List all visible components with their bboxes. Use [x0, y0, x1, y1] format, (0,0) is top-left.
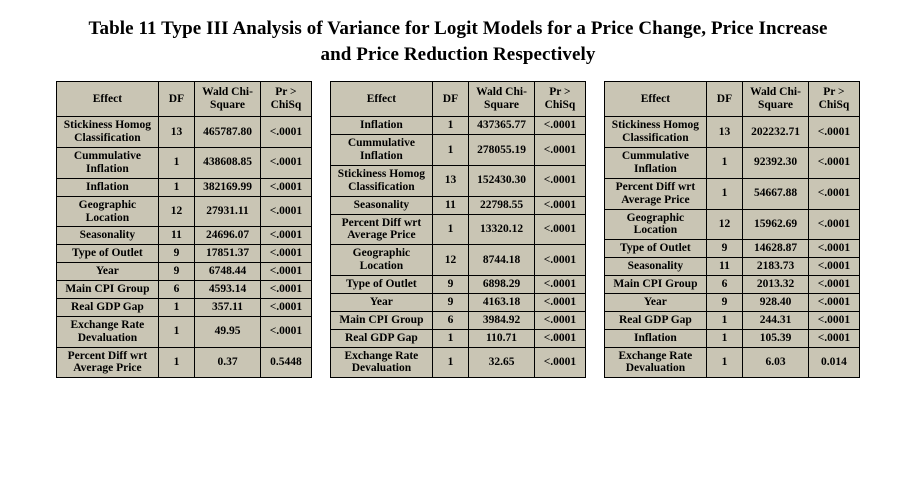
cell-pr: <.0001 — [808, 209, 859, 240]
cell-effect: Type of Outlet — [605, 240, 707, 258]
cell-df: 6 — [158, 281, 194, 299]
cell-effect: Exchange Rate Devaluation — [605, 347, 707, 378]
cell-effect: Seasonality — [605, 258, 707, 276]
table-header — [605, 82, 860, 117]
cell-chi: 105.39 — [743, 329, 809, 347]
cell-effect: Percent Diff wrt Average Price — [331, 214, 433, 245]
cell-chi: 6.03 — [743, 347, 809, 378]
cell-pr: <.0001 — [534, 347, 585, 378]
cell-df: 1 — [706, 311, 742, 329]
table-row — [57, 281, 312, 299]
cell-df: 9 — [432, 293, 468, 311]
cell-pr: <.0001 — [260, 148, 311, 179]
table-row — [605, 240, 860, 258]
cell-df: 9 — [706, 240, 742, 258]
table-row — [331, 165, 586, 196]
cell-df: 1 — [158, 148, 194, 179]
tables-container — [0, 67, 916, 378]
cell-pr: <.0001 — [534, 165, 585, 196]
table-body — [331, 117, 586, 378]
cell-pr: <.0001 — [534, 214, 585, 245]
cell-chi: 4593.14 — [195, 281, 261, 299]
cell-df: 9 — [706, 293, 742, 311]
page-title: Table 11 Type III Analysis of Variance for Logit Models for a Price Change, Price Increase and Price Reduction Respectively — [88, 18, 828, 65]
cell-chi: 14628.87 — [743, 240, 809, 258]
cell-pr: <.0001 — [534, 135, 585, 166]
cell-chi: 15962.69 — [743, 209, 809, 240]
cell-df: 1 — [158, 178, 194, 196]
cell-df: 13 — [432, 165, 468, 196]
cell-effect: Cummulative Inflation — [331, 135, 433, 166]
cell-effect: Percent Diff wrt Average Price — [57, 347, 159, 378]
cell-pr: <.0001 — [260, 263, 311, 281]
cell-df: 1 — [158, 316, 194, 347]
table-row — [605, 178, 860, 209]
header-row — [57, 82, 312, 117]
table-price-reduction — [604, 81, 860, 378]
cell-pr: <.0001 — [260, 178, 311, 196]
table-row — [605, 329, 860, 347]
cell-effect: Stickiness Homog Classification — [57, 117, 159, 148]
table-body — [605, 117, 860, 378]
table-body — [57, 117, 312, 378]
table-row — [57, 245, 312, 263]
table-price-change — [56, 81, 312, 378]
cell-pr: <.0001 — [808, 240, 859, 258]
column-header-effect: Effect — [57, 82, 159, 117]
cell-pr: <.0001 — [260, 227, 311, 245]
cell-df: 9 — [432, 276, 468, 294]
cell-pr: <.0001 — [260, 316, 311, 347]
table-row — [331, 245, 586, 276]
cell-effect: Geographic Location — [605, 209, 707, 240]
cell-df: 12 — [706, 209, 742, 240]
table-row — [331, 117, 586, 135]
cell-df: 13 — [158, 117, 194, 148]
cell-chi: 928.40 — [743, 293, 809, 311]
header-row — [331, 82, 586, 117]
table-row — [57, 196, 312, 227]
table-header — [57, 82, 312, 117]
cell-chi: 13320.12 — [469, 214, 535, 245]
cell-effect: Seasonality — [57, 227, 159, 245]
cell-effect: Real GDP Gap — [331, 329, 433, 347]
cell-chi: 2013.32 — [743, 276, 809, 294]
cell-df: 1 — [706, 347, 742, 378]
cell-effect: Exchange Rate Devaluation — [331, 347, 433, 378]
cell-pr: <.0001 — [260, 117, 311, 148]
table-row — [331, 196, 586, 214]
cell-pr: <.0001 — [260, 281, 311, 299]
cell-effect: Stickiness Homog Classification — [331, 165, 433, 196]
table-row — [331, 347, 586, 378]
cell-chi: 202232.71 — [743, 117, 809, 148]
table-row — [331, 276, 586, 294]
cell-df: 11 — [158, 227, 194, 245]
cell-pr: <.0001 — [260, 196, 311, 227]
cell-effect: Cummulative Inflation — [605, 148, 707, 179]
table-row — [57, 263, 312, 281]
cell-chi: 54667.88 — [743, 178, 809, 209]
table-row — [605, 311, 860, 329]
cell-chi: 49.95 — [195, 316, 261, 347]
table-row — [57, 347, 312, 378]
cell-pr: <.0001 — [534, 293, 585, 311]
cell-chi: 437365.77 — [469, 117, 535, 135]
table-row — [331, 293, 586, 311]
table-row — [605, 209, 860, 240]
cell-pr: 0.5448 — [260, 347, 311, 378]
column-header-pr-chisq: Pr > ChiSq — [534, 82, 585, 117]
table-row — [57, 316, 312, 347]
cell-chi: 465787.80 — [195, 117, 261, 148]
table-row — [331, 214, 586, 245]
cell-df: 1 — [432, 117, 468, 135]
column-header-df: DF — [706, 82, 742, 117]
cell-chi: 32.65 — [469, 347, 535, 378]
cell-effect: Geographic Location — [331, 245, 433, 276]
cell-effect: Main CPI Group — [331, 311, 433, 329]
cell-df: 11 — [706, 258, 742, 276]
cell-pr: <.0001 — [808, 178, 859, 209]
cell-chi: 3984.92 — [469, 311, 535, 329]
column-header-pr-chisq: Pr > ChiSq — [808, 82, 859, 117]
cell-df: 9 — [158, 263, 194, 281]
cell-chi: 244.31 — [743, 311, 809, 329]
cell-pr: <.0001 — [808, 311, 859, 329]
table-row — [331, 329, 586, 347]
cell-effect: Inflation — [605, 329, 707, 347]
cell-chi: 17851.37 — [195, 245, 261, 263]
cell-chi: 92392.30 — [743, 148, 809, 179]
cell-pr: <.0001 — [534, 329, 585, 347]
table-row — [605, 117, 860, 148]
table-row — [57, 227, 312, 245]
column-header-df: DF — [432, 82, 468, 117]
cell-pr: <.0001 — [808, 276, 859, 294]
cell-effect: Exchange Rate Devaluation — [57, 316, 159, 347]
table-row — [605, 293, 860, 311]
cell-chi: 357.11 — [195, 298, 261, 316]
cell-pr: <.0001 — [534, 196, 585, 214]
cell-df: 6 — [706, 276, 742, 294]
cell-df: 12 — [432, 245, 468, 276]
table-row — [57, 178, 312, 196]
cell-effect: Inflation — [331, 117, 433, 135]
table-row — [331, 311, 586, 329]
table-row — [57, 298, 312, 316]
cell-pr: <.0001 — [534, 117, 585, 135]
cell-df: 1 — [706, 329, 742, 347]
table-row — [605, 276, 860, 294]
table-row — [57, 148, 312, 179]
cell-chi: 8744.18 — [469, 245, 535, 276]
cell-pr: <.0001 — [808, 117, 859, 148]
cell-effect: Real GDP Gap — [57, 298, 159, 316]
cell-df: 1 — [432, 329, 468, 347]
table-price-increase — [330, 81, 586, 378]
cell-df: 1 — [432, 214, 468, 245]
cell-effect: Year — [57, 263, 159, 281]
cell-df: 1 — [706, 178, 742, 209]
cell-effect: Percent Diff wrt Average Price — [605, 178, 707, 209]
cell-chi: 4163.18 — [469, 293, 535, 311]
cell-effect: Main CPI Group — [605, 276, 707, 294]
column-header-wald-chi-square: Wald Chi-Square — [469, 82, 535, 117]
column-header-effect: Effect — [605, 82, 707, 117]
cell-effect: Type of Outlet — [331, 276, 433, 294]
cell-effect: Main CPI Group — [57, 281, 159, 299]
cell-pr: <.0001 — [260, 245, 311, 263]
cell-effect: Type of Outlet — [57, 245, 159, 263]
cell-pr: <.0001 — [808, 258, 859, 276]
cell-df: 1 — [706, 148, 742, 179]
cell-chi: 27931.11 — [195, 196, 261, 227]
cell-chi: 22798.55 — [469, 196, 535, 214]
cell-pr: <.0001 — [808, 329, 859, 347]
table-row — [331, 135, 586, 166]
cell-df: 9 — [158, 245, 194, 263]
cell-pr: <.0001 — [534, 245, 585, 276]
cell-pr: <.0001 — [808, 148, 859, 179]
column-header-pr-chisq: Pr > ChiSq — [260, 82, 311, 117]
cell-chi: 0.37 — [195, 347, 261, 378]
cell-df: 12 — [158, 196, 194, 227]
cell-chi: 2183.73 — [743, 258, 809, 276]
cell-pr: <.0001 — [534, 276, 585, 294]
cell-effect: Seasonality — [331, 196, 433, 214]
cell-pr: <.0001 — [260, 298, 311, 316]
cell-chi: 382169.99 — [195, 178, 261, 196]
cell-effect: Stickiness Homog Classification — [605, 117, 707, 148]
table-row — [605, 347, 860, 378]
table-row — [605, 258, 860, 276]
column-header-effect: Effect — [331, 82, 433, 117]
column-header-wald-chi-square: Wald Chi-Square — [743, 82, 809, 117]
cell-pr: <.0001 — [808, 293, 859, 311]
cell-df: 13 — [706, 117, 742, 148]
cell-df: 1 — [158, 347, 194, 378]
cell-chi: 152430.30 — [469, 165, 535, 196]
cell-effect: Real GDP Gap — [605, 311, 707, 329]
cell-chi: 278055.19 — [469, 135, 535, 166]
cell-df: 1 — [432, 347, 468, 378]
table-header — [331, 82, 586, 117]
cell-effect: Year — [331, 293, 433, 311]
cell-chi: 6748.44 — [195, 263, 261, 281]
table-row — [605, 148, 860, 179]
cell-chi: 110.71 — [469, 329, 535, 347]
header-row — [605, 82, 860, 117]
cell-pr: <.0001 — [534, 311, 585, 329]
cell-chi: 24696.07 — [195, 227, 261, 245]
table-row — [57, 117, 312, 148]
cell-effect: Year — [605, 293, 707, 311]
cell-chi: 6898.29 — [469, 276, 535, 294]
column-header-df: DF — [158, 82, 194, 117]
cell-df: 6 — [432, 311, 468, 329]
cell-df: 1 — [432, 135, 468, 166]
column-header-wald-chi-square: Wald Chi-Square — [195, 82, 261, 117]
cell-pr: 0.014 — [808, 347, 859, 378]
cell-effect: Cummulative Inflation — [57, 148, 159, 179]
cell-df: 11 — [432, 196, 468, 214]
cell-effect: Geographic Location — [57, 196, 159, 227]
cell-effect: Inflation — [57, 178, 159, 196]
cell-chi: 438608.85 — [195, 148, 261, 179]
cell-df: 1 — [158, 298, 194, 316]
